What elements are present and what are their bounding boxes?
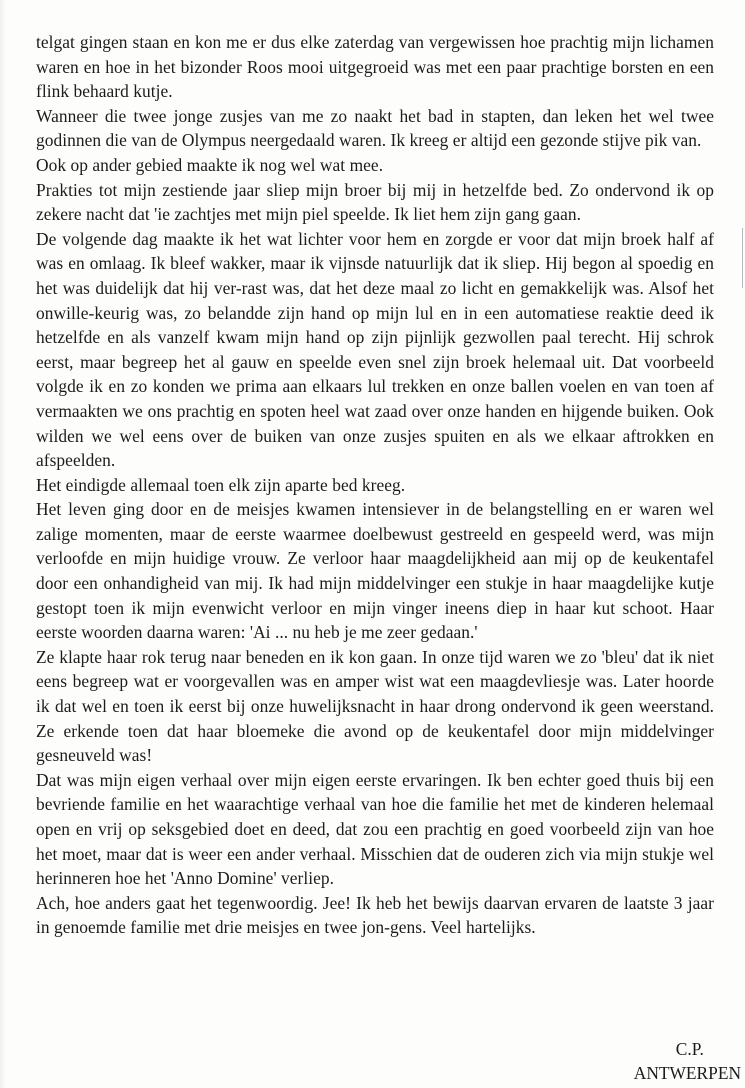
paragraph: Het leven ging door en de meisjes kwamen intensiever in de belangstelling en er waren wel zalige momenten, maar de eerste waarmee doelbewust gestreeld en gespeeld werd, was mijn verloofde en mijn huidige vrouw. Ze verloor haar maagdelijkheid aan mij op de keukentafel door een onhandigheid van mij. Ik had mijn middelvinger een stukje in haar maagdelijke kutje gestopt toen ik mijn evenwicht verloor en mijn vinger ineens diep in haar kut schoot. Haar eerste woorden daarna waren: 'Ai ... nu heb je me zeer gedaan.' (36, 499, 714, 643)
signature-city: ANTWERPEN (633, 1063, 741, 1084)
scan-artifact-mark (742, 228, 743, 288)
signature-initials: C.P. (675, 1038, 704, 1059)
paragraph: Ze klapte haar rok terug naar beneden en ik kon gaan. In onze tijd waren we zo 'bleu' dat ik niet eens begreep wat er voorgevallen was en amper wist wat een maagdevliesje was. Later hoorde ik dat wel en toen ik eerst bij onze huwelijksnacht in haar drong ondervond ik geen weerstand. Ze erkende toen dat haar bloemeke die avond op de keukentafel door mijn middelvinger gesneuveld was! (36, 646, 714, 766)
paragraph: Ach, hoe anders gaat het tegenwoordig. Jee! Ik heb het bewijs daarvan ervaren de laatste 3 jaar in genoemde familie met drie meisjes en twee jon-gens. Veel hartelijks. (36, 892, 714, 938)
body-text-column (36, 30, 714, 940)
paragraph: telgat gingen staan en kon me er dus elke zaterdag van vergewissen hoe prachtig mijn lichamen waren en hoe in het bizonder Roos mooi uitgegroeid was met een paar prachtige borsten en een flink behaard kutje. (36, 32, 714, 102)
signature-block (634, 1037, 741, 1086)
paragraph: Ook op ander gebied maakte ik nog wel wat mee. (36, 154, 384, 175)
paragraph: Dat was mijn eigen verhaal over mijn eigen eerste ervaringen. Ik ben echter goed thuis bij een bevriende familie en het waarachtige verhaal van hoe die familie het met de kinderen helemaal open en vrij op seksgebied doet en deed, dat zou een prachtig en goed voorbeeld zijn van hoe het moet, maar dat is weer een ander verhaal. Misschien dat de ouderen zich via mijn stukje wel herinneren hoe het 'Anno Domine' verliep. (36, 769, 714, 889)
paragraph: Het eindigde allemaal toen elk zijn aparte bed kreeg. (36, 474, 406, 495)
paragraph: De volgende dag maakte ik het wat lichter voor hem en zorgde er voor dat mijn broek half af was en omlaag. Ik bleef wakker, maar ik vijnsde natuurlijk dat ik sliep. Hij begon al spoedig en het was duidelijk dat hij ver-rast was, dat het deze maal zo licht en gemakkelijk was. Alsof het onwille-keurig was, zo belandde zijn hand op mijn lul en in een automatiese reaktie deed ik hetzelfde en als vanzelf kwam mijn hand op zijn pijnlijk gezwollen paal terecht. Hij schrok eerst, maar begreep het al gauw en speelde even snel zijn broek helemaal uit. Dat voorbeeld volgde ik en zo konden we prima aan elkaars lul trekken en onze ballen voelen en van toen af vermaakten we ons prachtig en spoten heel wat zaad over onze handen en hijgende buiken. Ook wilden we wel eens over de buiken van onze zusjes spuiten en als we elkaar aftrokken en afspeelden. (36, 228, 714, 471)
page-edge-shading (0, 0, 6, 1088)
paragraph: Wanneer die twee jonge zusjes van me zo naakt het bad in stapten, dan leken het wel twee godinnen die van de Olympus neergedaald waren. Ik kreeg er altijd een gezonde stijve pik van. (36, 105, 714, 151)
paragraph: Prakties tot mijn zestiende jaar sliep mijn broer bij mij in hetzelfde bed. Zo ondervond ik op zekere nacht dat 'ie zachtjes met mijn piel speelde. Ik liet hem zijn gang gaan. (36, 179, 714, 225)
